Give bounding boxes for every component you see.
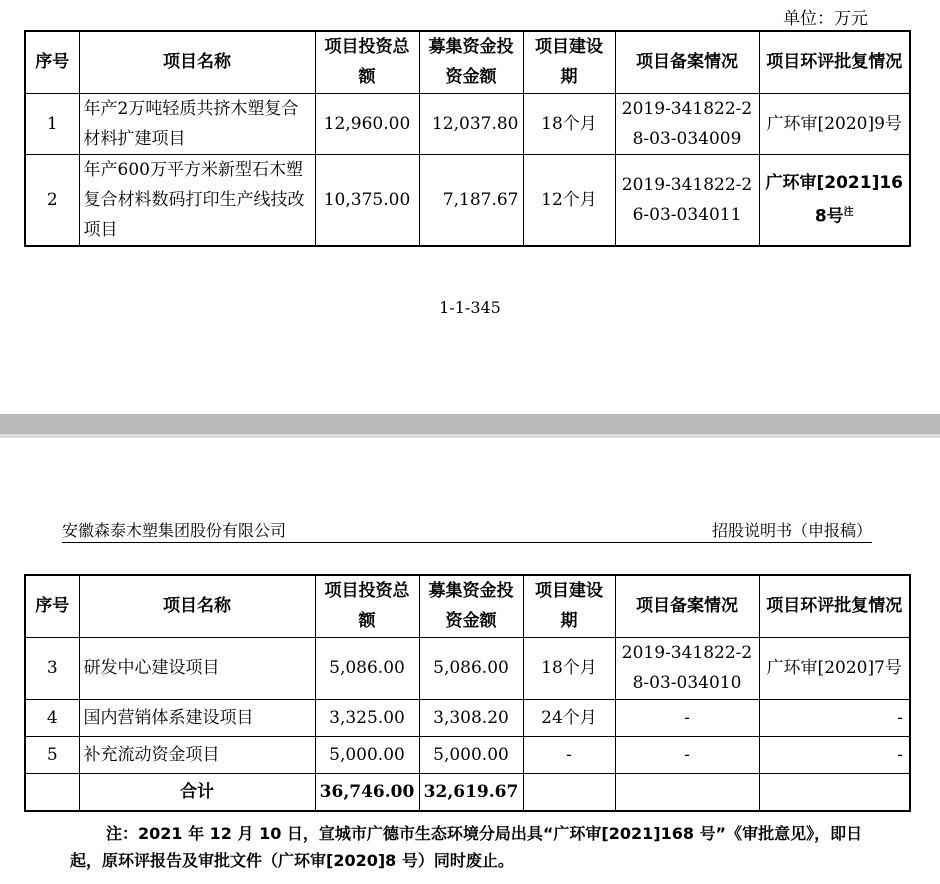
cell-filing: 2019-341822-26-03-034011	[615, 154, 759, 246]
cell-name: 研发中心建设项目	[79, 637, 315, 699]
cell-name: 补充流动资金项目	[79, 736, 315, 773]
cell-period	[523, 773, 615, 811]
total-row	[25, 773, 910, 811]
page-gap	[0, 414, 940, 434]
footnote: 注：2021 年 12 月 10 日，宣城市广德市生态环境分局出具“广环审[2021]168 号”《审批意见》，即日起，原环评报告及审批文件（广环审[2020]8 号）同时废止。	[70, 824, 863, 870]
cell-period: 12个月	[523, 154, 615, 246]
unit-label: 单位：万元	[783, 9, 868, 29]
cell-eia	[759, 773, 910, 811]
cell-filing: 2019-341822-28-03-034010	[615, 637, 759, 699]
header-total: 项目投资总额	[315, 575, 419, 637]
header-eia: 项目环评批复情况	[759, 31, 910, 93]
header-no: 序号	[25, 31, 79, 93]
cell-raised: 5,000.00	[419, 736, 523, 773]
cell-no	[25, 773, 79, 811]
header-name: 项目名称	[79, 575, 315, 637]
cell-raised: 12,037.80	[419, 93, 523, 154]
cell-total: 5,000.00	[315, 736, 419, 773]
cell-eia: -	[759, 736, 910, 773]
cell-eia: 广环审[2020]7号	[759, 637, 910, 699]
company-name: 安徽森泰木塑集团股份有限公司	[62, 521, 287, 540]
table-row	[25, 736, 910, 773]
cell-no: 4	[25, 699, 79, 736]
table-header-row	[25, 575, 910, 637]
header-no: 序号	[25, 575, 79, 637]
cell-eia	[759, 154, 910, 246]
header-name: 项目名称	[79, 31, 315, 93]
header-eia: 项目环评批复情况	[759, 575, 910, 637]
cell-period: -	[523, 736, 615, 773]
footnote-marker: 注	[843, 206, 854, 218]
investment-table-page1	[24, 30, 911, 247]
table-row	[25, 93, 910, 154]
table-row	[25, 154, 910, 246]
cell-raised: 7,187.67	[419, 154, 523, 246]
cell-raised: 3,308.20	[419, 699, 523, 736]
cell-total: 5,086.00	[315, 637, 419, 699]
cell-name: 年产2万吨轻质共挤木塑复合材料扩建项目	[79, 93, 315, 154]
cell-filing: -	[615, 736, 759, 773]
header-raised: 募集资金投资金额	[419, 31, 523, 93]
cell-period: 18个月	[523, 93, 615, 154]
total-label: 合计	[79, 773, 315, 811]
cell-name: 年产600万平方米新型石木塑复合材料数码打印生产线技改项目	[79, 154, 315, 246]
header-period: 项目建设期	[523, 575, 615, 637]
cell-no: 3	[25, 637, 79, 699]
cell-name: 国内营销体系建设项目	[79, 699, 315, 736]
cell-eia: -	[759, 699, 910, 736]
total-investment: 36,746.00	[315, 773, 419, 811]
cell-no: 1	[25, 93, 79, 154]
cell-filing: -	[615, 699, 759, 736]
cell-total: 3,325.00	[315, 699, 419, 736]
cell-no: 5	[25, 736, 79, 773]
table-header-row	[25, 31, 910, 93]
cell-eia: 广环审[2020]9号	[759, 93, 910, 154]
header-period: 项目建设期	[523, 31, 615, 93]
cell-filing: 2019-341822-28-03-034009	[615, 93, 759, 154]
table-row	[25, 637, 910, 699]
document-title: 招股说明书（申报稿）	[711, 521, 872, 540]
header-total: 项目投资总额	[315, 31, 419, 93]
header-divider	[62, 542, 872, 543]
investment-table-page2	[24, 574, 911, 812]
header-filing: 项目备案情况	[615, 575, 759, 637]
table-row	[25, 699, 910, 736]
header-raised: 募集资金投资金额	[419, 575, 523, 637]
cell-total: 10,375.00	[315, 154, 419, 246]
cell-raised: 5,086.00	[419, 637, 523, 699]
cell-period: 18个月	[523, 637, 615, 699]
cell-no: 2	[25, 154, 79, 246]
total-raised: 32,619.67	[419, 773, 523, 811]
cell-filing	[615, 773, 759, 811]
cell-period: 24个月	[523, 699, 615, 736]
eia-text: 广环审[2021]168号	[765, 172, 903, 227]
cell-total: 12,960.00	[315, 93, 419, 154]
page-number: 1-1-345	[439, 298, 501, 317]
page-gap-shadow	[0, 434, 940, 438]
header-filing: 项目备案情况	[615, 31, 759, 93]
